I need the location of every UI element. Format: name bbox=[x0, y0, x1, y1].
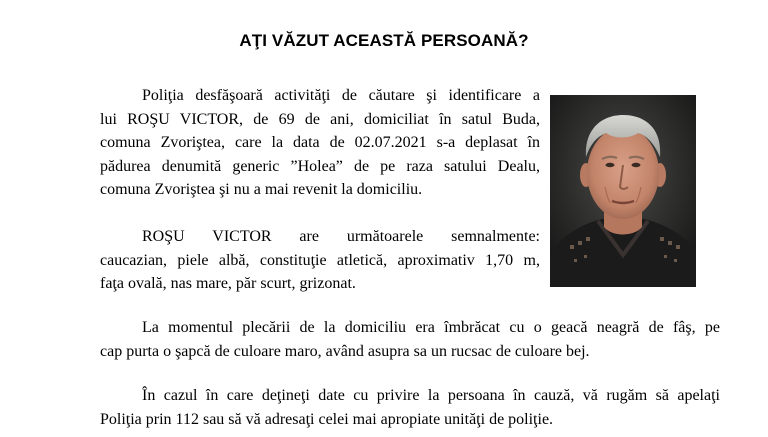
paragraph-line: comuna Zvoriştea, care la data de 02.07.2021 s-a deplasat în bbox=[100, 134, 540, 151]
paragraph-line: Poliţia prin 112 sau să vă adresaţi celei mai apropiate unităţi de poliţie. bbox=[100, 410, 554, 428]
person-photo bbox=[550, 95, 696, 287]
notice-title: AŢI VĂZUT ACEASTĂ PERSOANĂ? bbox=[239, 31, 529, 50]
paragraph-line: La momentul plecării de la domiciliu era îmbrăcat cu o geacă neagră de fâş, pe bbox=[142, 319, 720, 336]
paragraph-line: pădurea denumită generic ”Holea” de pe raza satului Dealu, bbox=[100, 157, 540, 175]
contact-paragraph bbox=[100, 384, 720, 431]
clothing-paragraph bbox=[100, 316, 720, 363]
paragraph-line: În cazul în care deţineţi date cu privire la persoana în cauză, vă rugăm să apelaţi bbox=[142, 387, 720, 404]
paragraph-line: ROŞU VICTOR are următoarele semnalmente: bbox=[142, 228, 540, 245]
paragraph-line: lui ROŞU VICTOR, de 69 de ani, domiciliat în satul Buda, bbox=[100, 110, 540, 128]
search-paragraph bbox=[100, 84, 540, 202]
description-paragraph bbox=[100, 225, 540, 296]
paragraph-line: cap purta o şapcă de culoare maro, având asupra sa un rucsac de culoare bej. bbox=[100, 342, 590, 360]
paragraph-line: comuna Zvoriştea şi nu a mai revenit la domiciliu. bbox=[100, 181, 423, 198]
paragraph-line: faţa ovală, nas mare, păr scurt, grizonat. bbox=[100, 275, 356, 292]
paragraph-line: caucazian, piele albă, constituţie atletică, aproximativ 1,70 m, bbox=[100, 251, 540, 269]
paragraph-line: Poliţia desfăşoară activităţi de căutare şi identificare a bbox=[142, 87, 540, 104]
